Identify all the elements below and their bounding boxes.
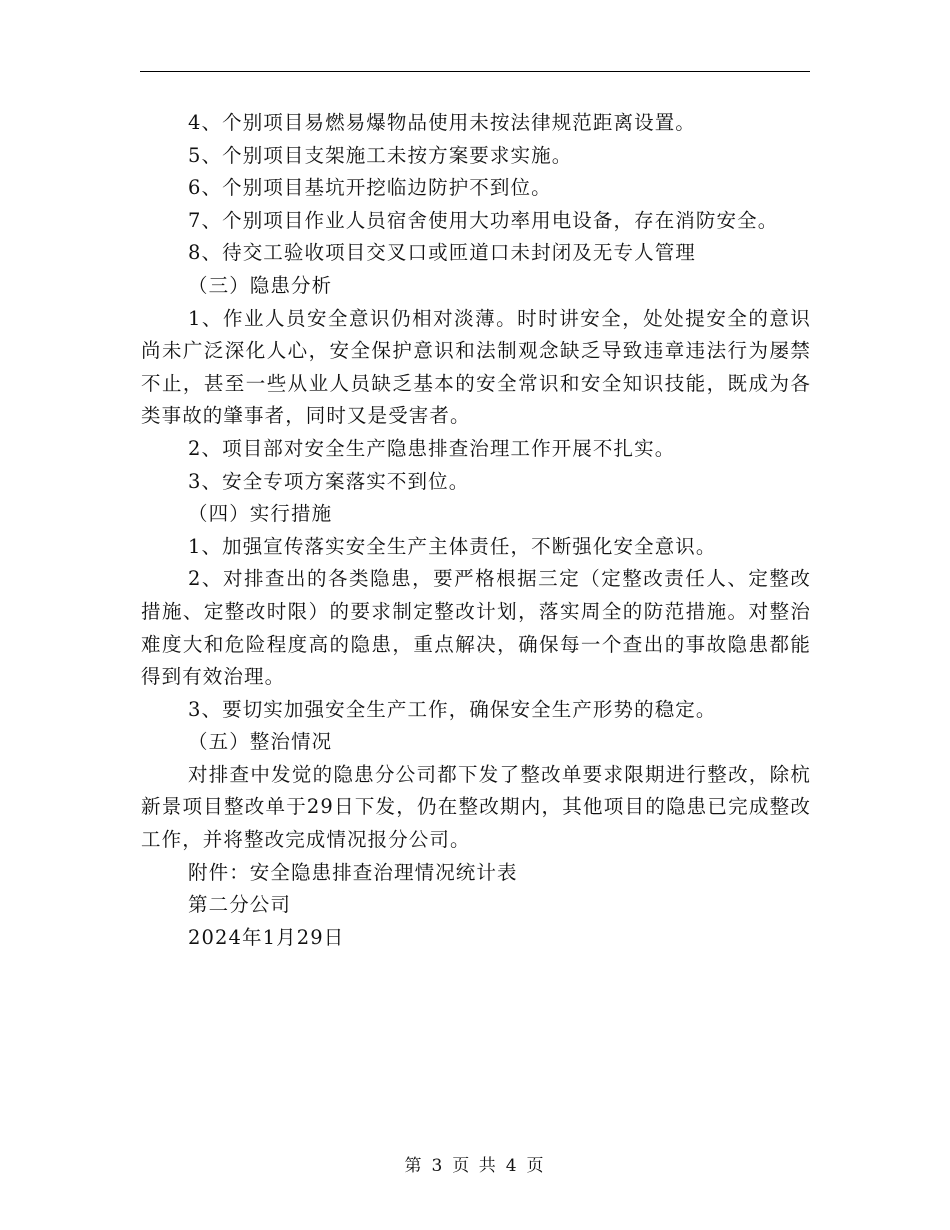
paragraph-measure-3: 3、要切实加强安全生产工作，确保安全生产形势的稳定。 xyxy=(188,697,717,721)
page-label-suffix: 页 xyxy=(526,1156,546,1176)
page-label-prefix: 第 xyxy=(404,1156,424,1176)
paragraph-item-5: 5、个别项目支架施工未按方案要求实施。 xyxy=(188,143,573,167)
section-heading-hazard-analysis: （三）隐患分析 xyxy=(188,273,333,297)
page-footer xyxy=(0,1151,950,1176)
paragraph-measure-1: 1、加强宣传落实安全生产主体责任，不断强化安全意识。 xyxy=(188,534,717,558)
paragraph-measure-2: 2、对排查出的各类隐患，要严格根据三定（定整改责任人、定整改措施、定整改时限）的要求制定整改计划，落实周全的防范措施。对整治难度大和危险程度高的隐患，重点解决，确保每一个查出的事故隐患都能得到有效治理。 xyxy=(141,567,811,689)
current-page-number: 3 xyxy=(431,1156,445,1176)
paragraph-analysis-1: 1、作业人员安全意识仍相对淡薄。时时讲安全，处处提安全的意识尚未广泛深化人心，安全保护意识和法制观念缺乏导致违章违法行为屡禁不止，甚至一些从业人员缺乏基本的安全常识和安全知识技能，既成为各类事故的肇事者，同时又是受害者。 xyxy=(141,306,811,428)
paragraph-rectification: 对排查中发觉的隐患分公司都下发了整改单要求限期进行整改，除杭新景项目整改单于29日下发，仍在整改期内，其他项目的隐患已完成整改工作，并将整改完成情况报分公司。 xyxy=(141,762,811,852)
paragraph-item-6: 6、个别项目基坑开挖临边防护不到位。 xyxy=(188,176,552,200)
total-pages-number: 4 xyxy=(505,1156,519,1176)
section-heading-measures: （四）实行措施 xyxy=(188,502,333,526)
paragraph-item-7: 7、个别项目作业人员宿舍使用大功率用电设备，存在消防安全。 xyxy=(188,208,779,232)
paragraph-item-8: 8、待交工验收项目交叉口或匝道口未封闭及无专人管理 xyxy=(188,241,696,265)
signature-date: 2024年1月29日 xyxy=(188,925,345,949)
paragraph-analysis-2: 2、项目部对安全生产隐患排查治理工作开展不扎实。 xyxy=(188,436,676,460)
paragraph-analysis-3: 3、安全专项方案落实不到位。 xyxy=(188,469,470,493)
paragraph-item-4: 4、个别项目易燃易爆物品使用未按法律规范距离设置。 xyxy=(188,111,696,134)
document-body xyxy=(141,107,811,954)
page-label-mid: 页 共 xyxy=(452,1156,498,1176)
section-heading-rectification: （五）整治情况 xyxy=(188,730,333,754)
attachment-line: 附件：安全隐患排查治理情况统计表 xyxy=(188,860,518,884)
header-rule xyxy=(140,71,810,72)
signature-company: 第二分公司 xyxy=(188,893,292,917)
